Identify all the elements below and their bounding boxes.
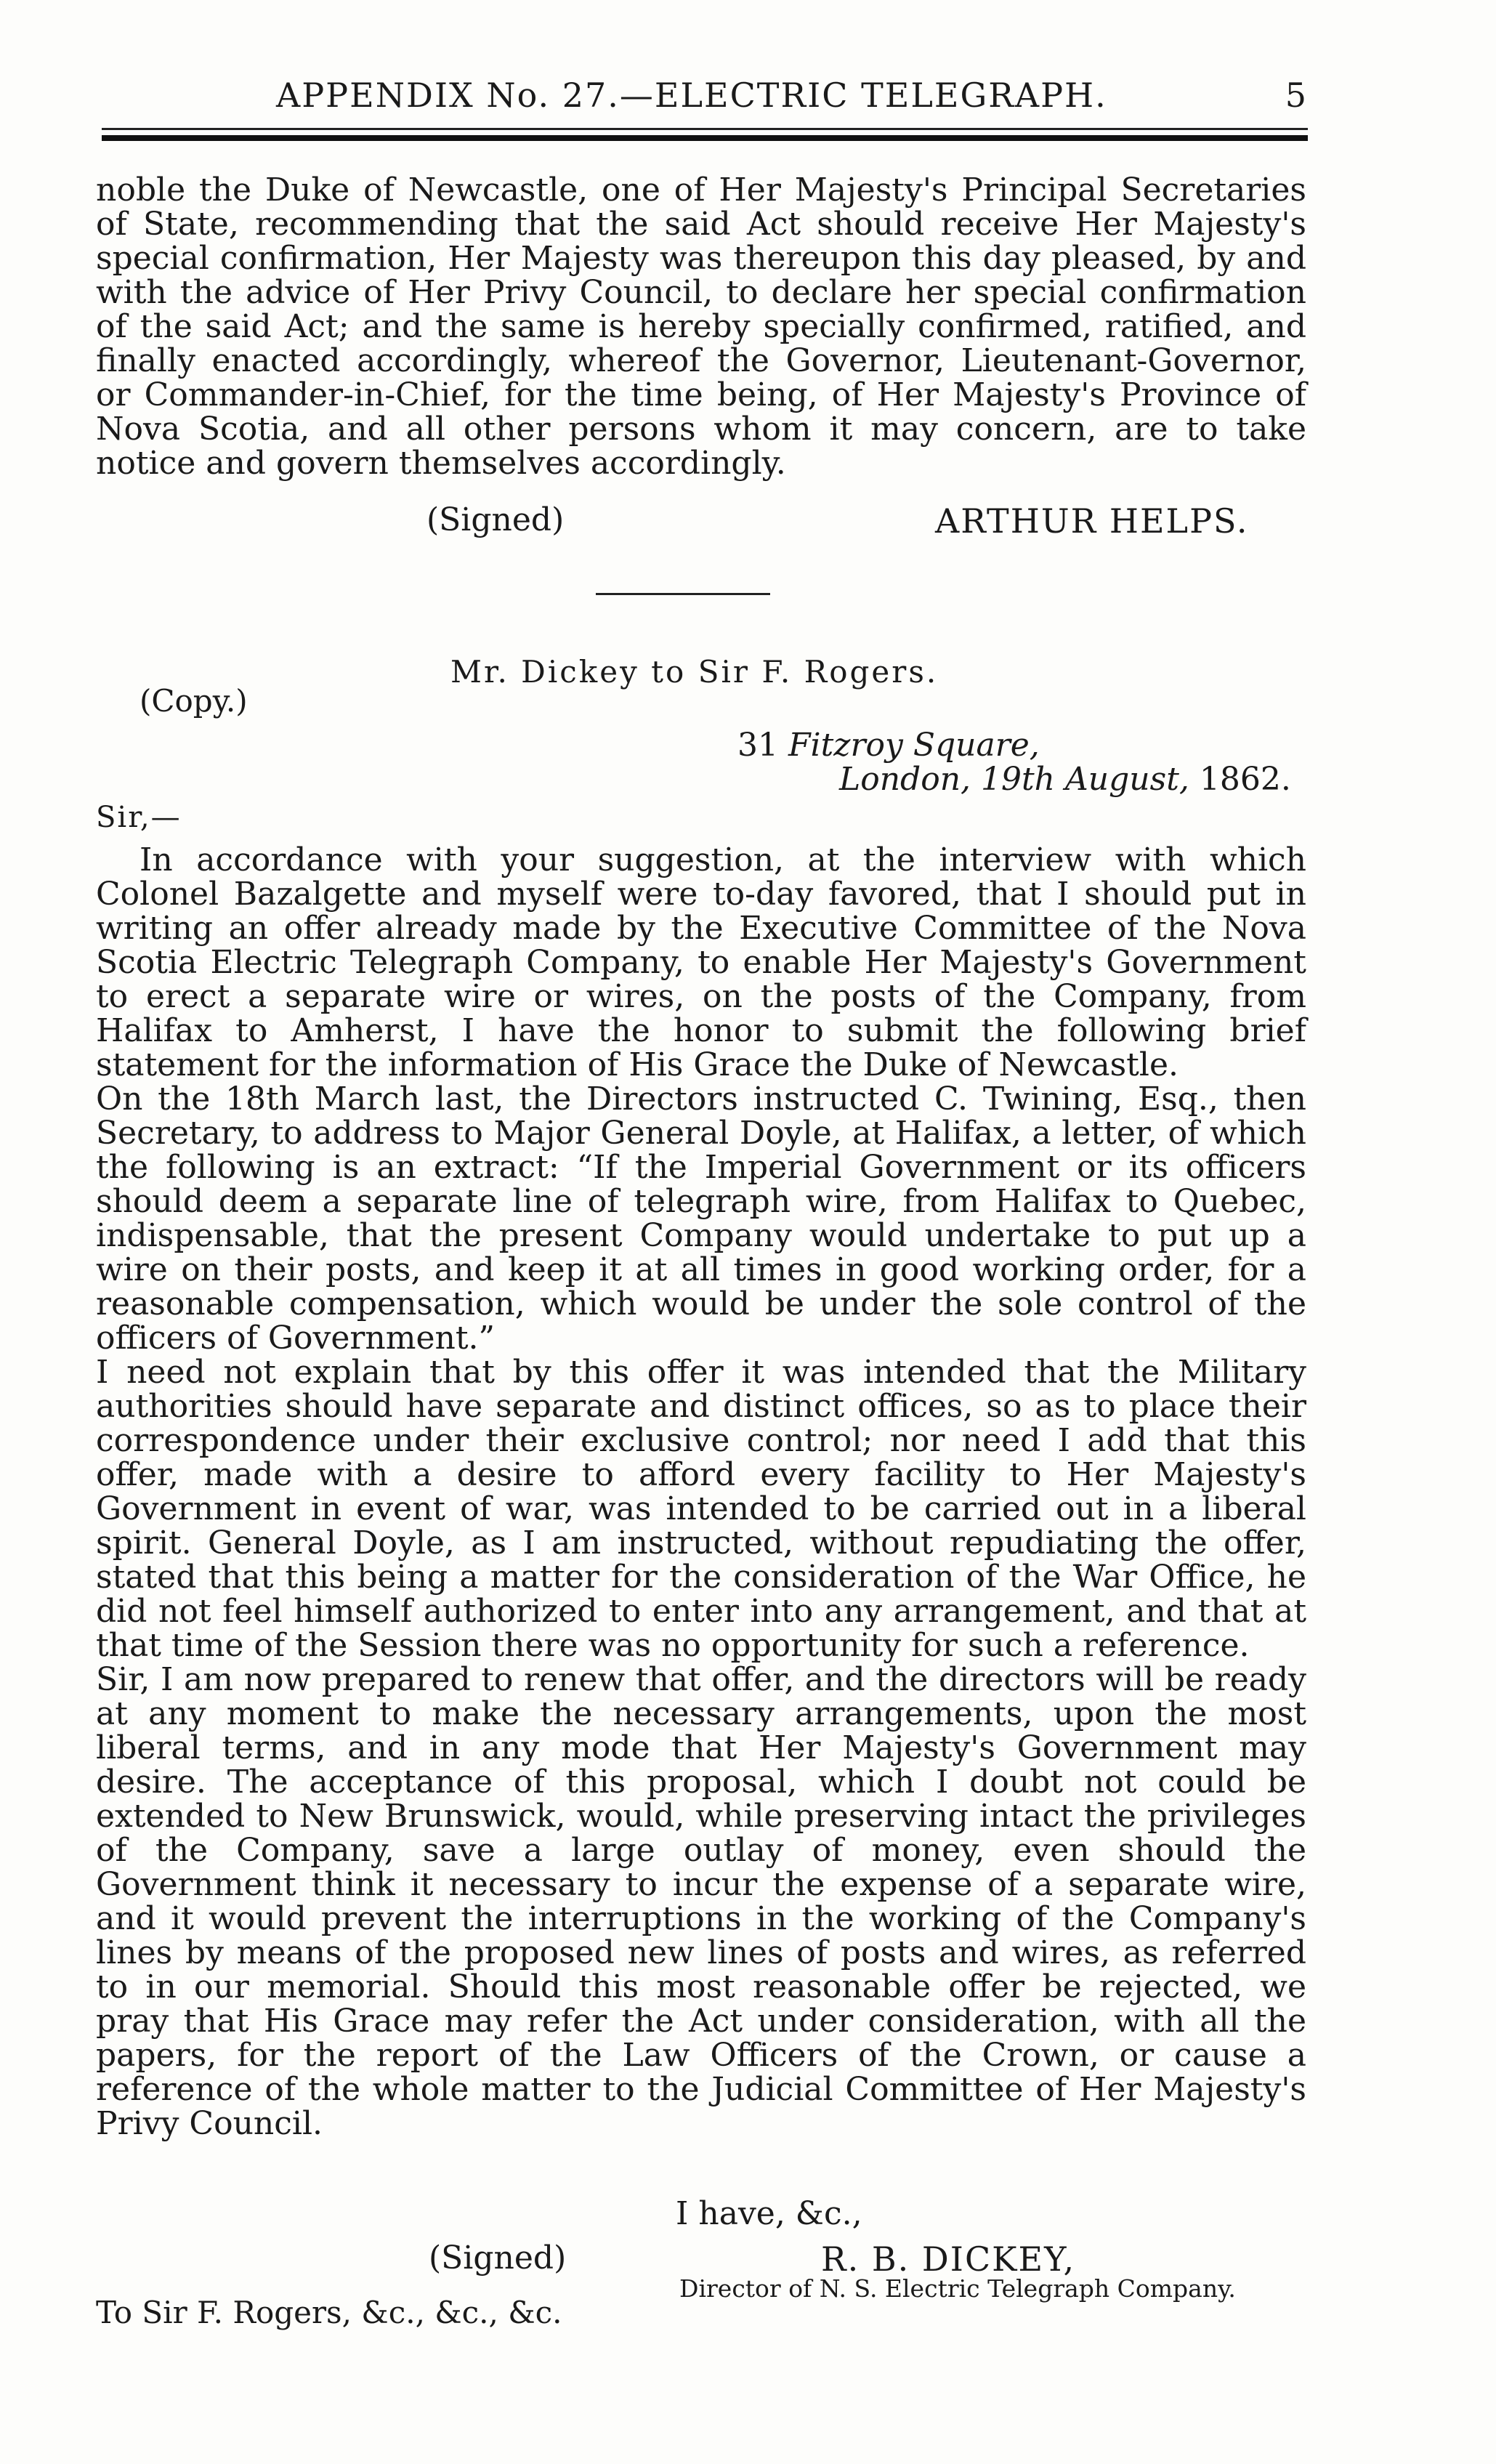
address-year: 1862. — [1189, 761, 1291, 798]
header-rule-thin — [102, 128, 1308, 130]
address-day: 19th — [981, 761, 1066, 798]
letter-signatory: R. B. DICKEY, — [821, 2239, 1076, 2279]
page-number: 5 — [1285, 76, 1308, 115]
letter-address-line2 — [839, 761, 1291, 798]
order-paragraph: noble the Duke of Newcastle, one of Her Majesty's Principal Secretaries of State, recommending that the said Act should receive Her Majesty's special confirmation, Her Majesty was thereupon this day pleased, by and with the advice of Her Privy Council, to declare her special confirmation of the said Act; and the same is hereby specially confirmed, ratified, and finally enacted accordingly, whereof the Governor, Lieutenant-Governor, or Commander-in-Chief, for the time being, of Her Majesty's Province of Nova Scotia, and all other persons whom it may concern, are to take notice and govern themselves accordingly. — [96, 171, 1306, 482]
section-divider — [596, 593, 770, 595]
signatory-title: Director of N. S. Electric Telegraph Company. — [679, 2274, 1236, 2303]
order-signatory: ARTHUR HELPS. — [935, 501, 1249, 541]
address-number: 31 — [737, 727, 788, 764]
order-signature — [96, 501, 1306, 545]
order-signed-label: (Signed) — [426, 501, 565, 538]
address-place: Fitzroy Square, — [788, 727, 1040, 764]
page-header — [102, 76, 1308, 119]
copy-label: (Copy.) — [140, 683, 248, 719]
letter-address-line1 — [737, 727, 1040, 764]
running-title: APPENDIX No. 27.—ELECTRIC TELEGRAPH. — [276, 76, 1107, 115]
letter-title: Mr. Dickey to Sir F. Rogers. — [450, 654, 939, 690]
letter-closing: I have, &c., — [676, 2195, 862, 2232]
letter-signed-label: (Signed) — [429, 2239, 567, 2277]
address-month: August, — [1065, 761, 1189, 798]
salutation: Sir,— — [96, 801, 182, 834]
addressee-line: To Sir F. Rogers, &c., &c., &c. — [96, 2295, 562, 2330]
address-city: London, — [839, 761, 982, 798]
header-rule-thick — [102, 135, 1308, 141]
letter-body: In accordance with your suggestion, at the interview with which Colonel Bazalgette and myself were to-day favored, that I should put in writing an offer already made by the Executive Committee of the Nova Scotia Electric Telegraph Company, to enable Her Majesty's Government to erect a separate wire or wires, on the posts of the Company, from Halifax to Amherst, I have the honor to submit the following brief statement for the information of His Grace the Duke of Newcastle. On the 18th March last, the Directors instructed C. Twining, Esq., then Secretary, to address to Major General Doyle, at Halifax, a letter, of which the following is an extract: “If the Imperial Government or its officers should deem a separate line of telegraph wire, from Halifax to Quebec, indispensable, that the present Company would undertake to put up a wire on their posts, and keep it at all times in good working order, for a reasonable compensation, which would be under the sole control of the officers of Government.” I need not explain that by this offer it was intended that the Military authorities should have separate and distinct offices, so as to place their correspondence under their exclusive control; nor need I add that this offer, made with a desire to afford every facility to Her Majesty's Government in event of war, was intended to be carried out in a liberal spirit. General Doyle, as I am instructed, without repudiating the offer, stated that this being a matter for the consideration of the War Office, he did not feel himself authorized to enter into any arrangement, and that at that time of the Session there was no opportunity for such a reference. Sir, I am now prepared to renew that offer, and the directors will be ready at any moment to make the necessary arrangements, upon the most liberal terms, and in any mode that Her Majesty's Government may desire. The acceptance of this proposal, which I doubt not could be extended to New Brunswick, would, while preserving intact the privileges of the Company, save a large outlay of money, even should the Government think it necessary to incur the expense of a separate wire, and it would prevent the interruptions in the working of the Company's lines by means of the proposed new lines of posts and wires, as referred to in our memorial. Should this most reasonable offer be rejected, we pray that His Grace may refer the Act under consideration, with all the papers, for the report of the Law Officers of the Crown, or cause a reference of the whole matter to the Judicial Committee of Her Majesty's Privy Council. — [96, 841, 1306, 2142]
